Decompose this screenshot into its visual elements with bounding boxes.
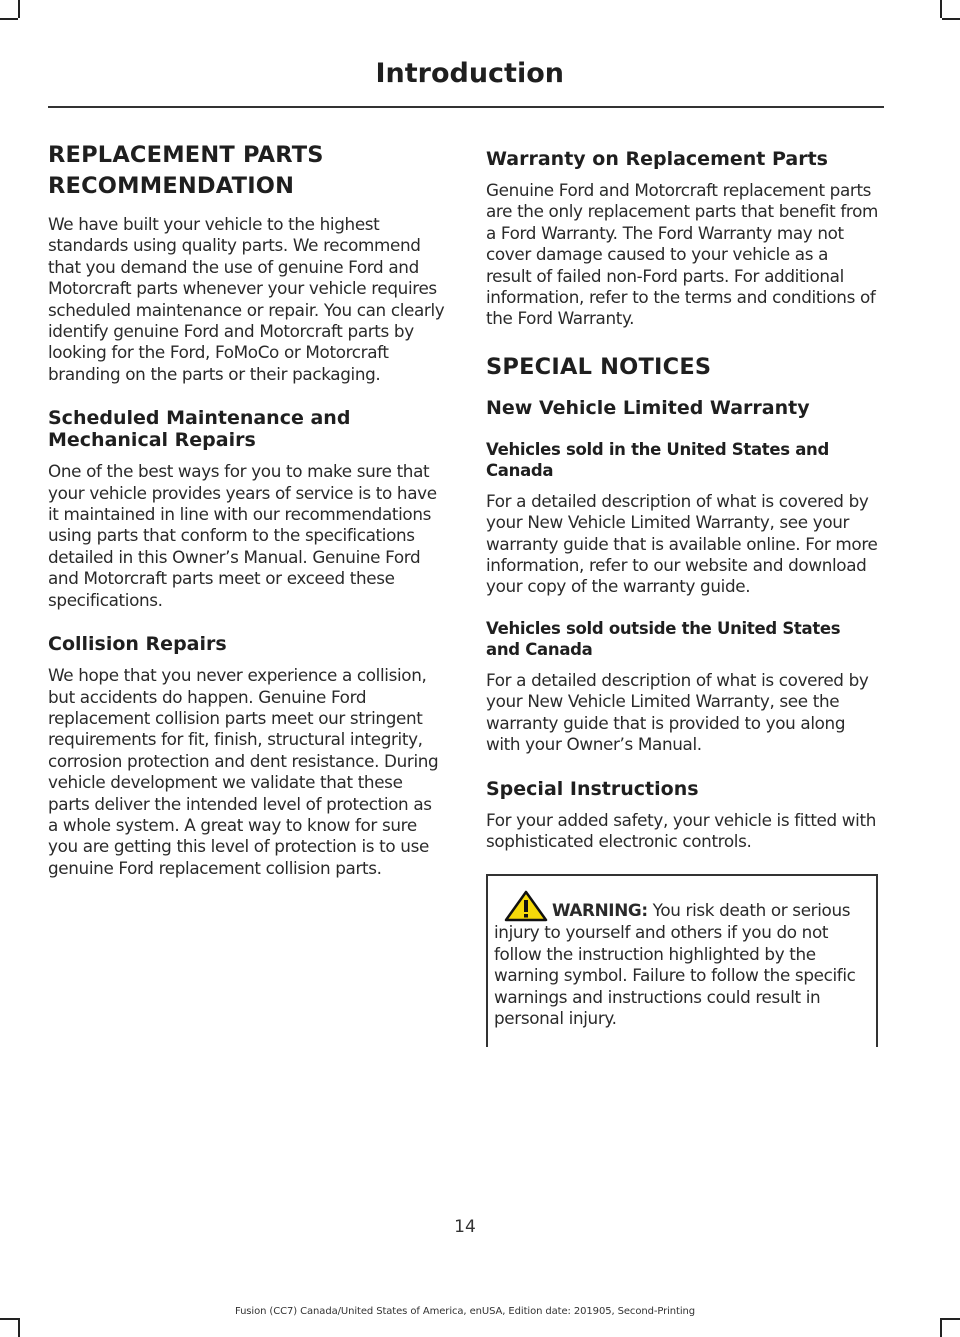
subheading-warranty-replacement-parts: Warranty on Replacement Parts [486,148,828,170]
warning-label: WARNING: [552,900,648,921]
warning-text [494,890,870,1029]
section-heading-replacement-parts: REPLACEMENT PARTS RECOMMENDATION [48,142,324,199]
subheading-collision-repairs: Collision Repairs [48,633,227,656]
crop-mark-bottom-left [18,1318,20,1337]
subheading-scheduled-maintenance: Scheduled Maintenance and Mechanical Repairs [48,407,351,452]
paragraph-warranty-replacement-parts: Genuine Ford and Motorcraft replacement parts are the only replacement parts that benefit from a Ford Warranty. The Ford Warranty may not cover damage caused to your vehicle as a result of failed non-Ford parts. For additional information, refer to the terms and conditions of the Ford Warranty. [486,180,878,329]
left-column [48,140,446,891]
paragraph-replacement-parts: We have built your vehicle to the highest standards using quality parts. We recommend that you demand the use of genuine Ford and Motorcraft parts whenever your vehicle requires scheduled maintenance or repair. You can clearly identify genuine Ford and Motorcraft parts by looking for the Ford, FoMoCo or Motorcraft branding on the parts or their packaging. [48,214,445,384]
crop-mark-bottom-right [940,1318,942,1337]
subheading-vehicles-us-canada: Vehicles sold in the United States and Canada [486,439,830,480]
crop-mark-top-right-h [942,18,960,20]
crop-mark-top-left [18,0,20,18]
crop-mark-bottom-right-h [942,1318,960,1320]
warning-box [486,874,878,1047]
paragraph-vehicles-outside-us-canada: For a detailed description of what is covered by your New Vehicle Limited Warranty, see the warranty guide that is provided to you along with your Owner’s Manual. [486,669,869,755]
warning-body: You risk death or serious injury to yourself and others if you do not follow the instruction highlighted by the warning symbol. Failure to follow the specific warnings and instructions could result in personal injury. [494,900,856,1028]
crop-mark-top-left-h [0,18,18,20]
subheading-special-instructions: Special Instructions [486,777,699,800]
warning-triangle-icon [504,890,548,922]
header-divider [48,106,884,108]
paragraph-vehicles-us-canada: For a detailed description of what is covered by your New Vehicle Limited Warranty, see your warranty guide that is available online. For more information, refer to our website and download your copy of the warranty guide. [486,490,878,597]
paragraph-scheduled-maintenance: One of the best ways for you to make sure that your vehicle provides years of service is to have it maintained in line with our recommendations using parts that conform to the specifications detailed in this Owner’s Manual. Genuine Ford and Motorcraft parts meet or exceed these specifications. [48,461,437,610]
right-column [486,140,878,1047]
page-footer: Fusion (CC7) Canada/United States of America, enUSA, Edition date: 201905, Second-Printing [234,1306,696,1317]
crop-mark-top-right [940,0,942,18]
subheading-new-vehicle-warranty: New Vehicle Limited Warranty [486,396,810,419]
section-heading-special-notices: SPECIAL NOTICES [486,353,712,380]
crop-mark-bottom-left-h [0,1318,18,1320]
subheading-vehicles-outside-us-canada: Vehicles sold outside the United States and Canada [486,618,841,659]
paragraph-special-instructions: For your added safety, your vehicle is fitted with sophisticated electronic controls. [486,809,877,851]
page-number: 14 [454,1217,476,1237]
page-title: Introduction [375,58,564,89]
paragraph-collision-repairs: We hope that you never experience a collision, but accidents do happen. Genuine Ford replacement collision parts meet our stringent requirements for fit, finish, structural integrity, corrosion protection and dent resistance. During vehicle development we validate that these parts deliver the intended level of protection as a whole system. A great way to know for sure you are getting this level of protection is to use genuine Ford replacement collision parts. [48,665,439,878]
